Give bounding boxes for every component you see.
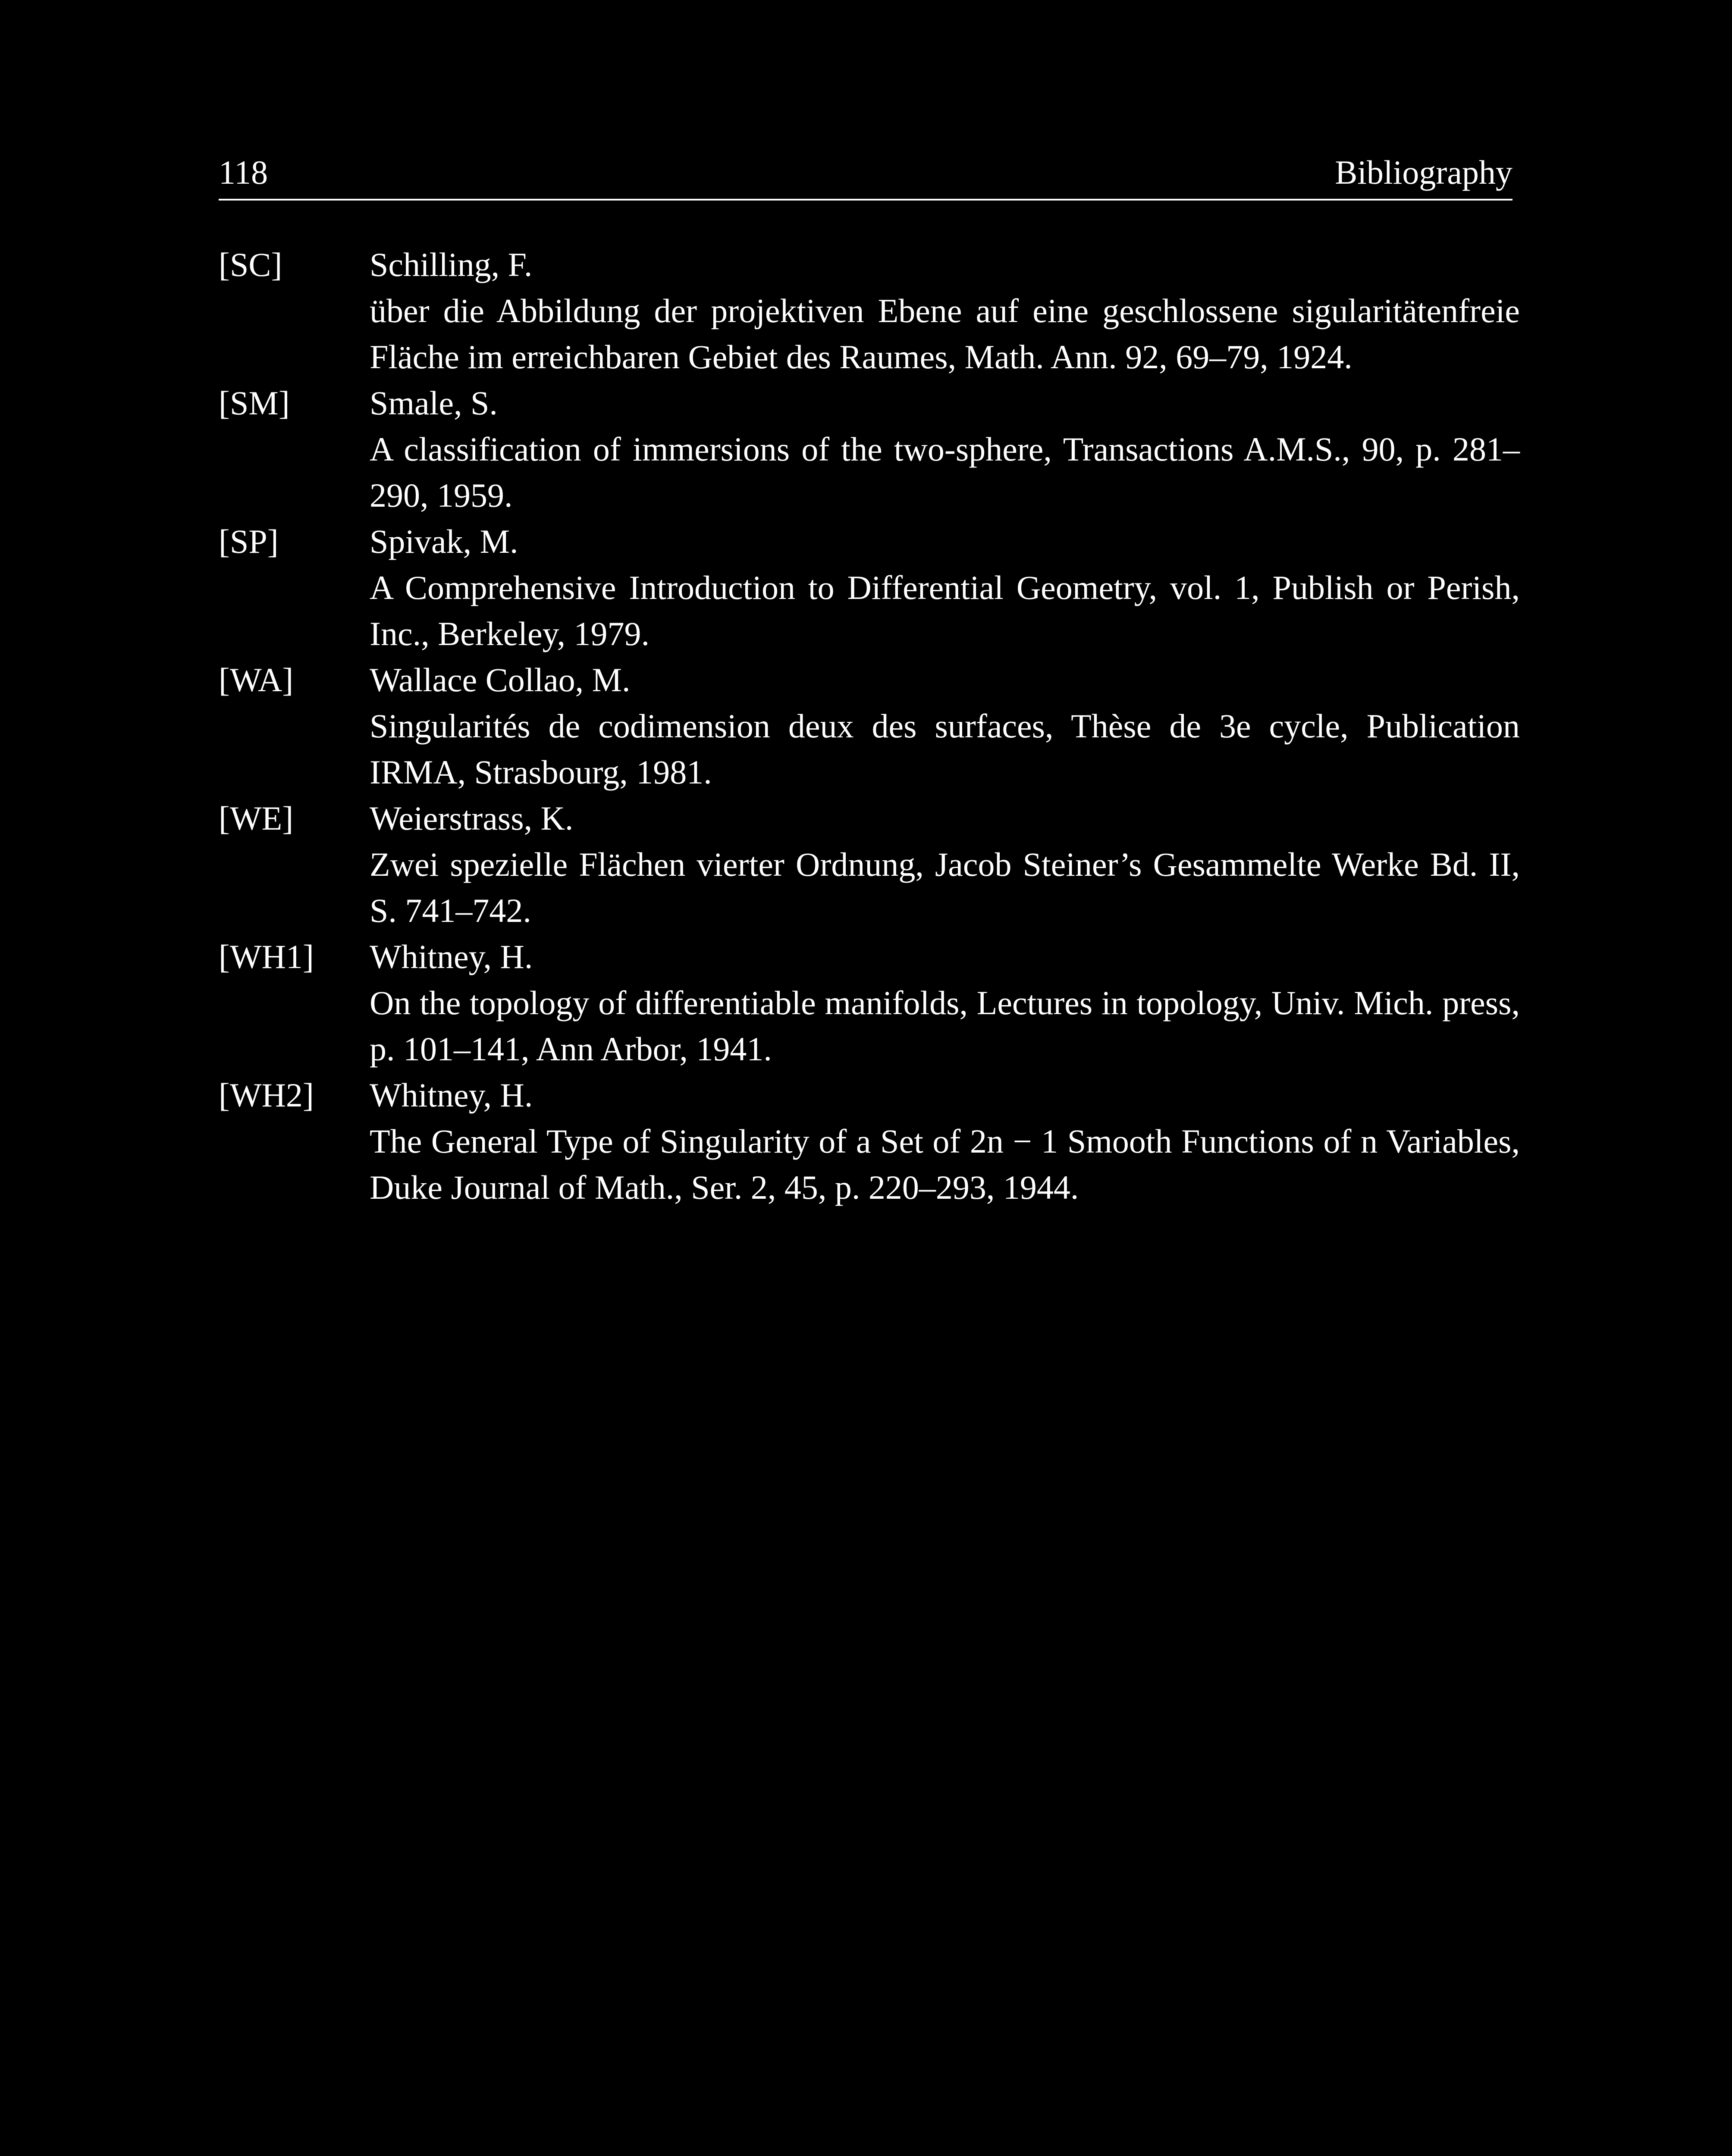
entry-text: A Comprehensive Introduction to Differential Geometry, vol. 1, Publish or Perish, Inc., Berkeley, 1979.: [370, 569, 1520, 652]
entry-author: Wallace Collao, M.: [370, 661, 631, 699]
bibliography-entry: [219, 795, 1520, 934]
bibliography-entry: [219, 934, 1520, 1072]
bibliography-entry: [219, 657, 1520, 795]
entry-body: [370, 657, 1520, 795]
bibliography-entry: [219, 380, 1520, 518]
entry-key: [WA]: [219, 661, 294, 699]
entry-body: [370, 934, 1520, 1072]
entry-author: Smale, S.: [370, 384, 498, 422]
entry-text: Zwei spezielle Flächen vierter Ordnung, Jacob Steiner’s Gesammelte Werke Bd. II, S. 741–742.: [370, 846, 1520, 929]
entry-body: [370, 380, 1520, 518]
page-header: [219, 151, 1512, 203]
running-head: Bibliography: [1335, 154, 1512, 191]
entry-text: On the topology of differentiable manifolds, Lectures in topology, Univ. Mich. press, p. 101–141, Ann Arbor, 1941.: [370, 984, 1520, 1068]
entry-key: [SP]: [219, 523, 279, 560]
entry-body: [370, 795, 1520, 934]
entry-text: über die Abbildung der projektiven Ebene auf eine geschlossene sigularitätenfreie Fläche im erreichbaren Gebiet des Raumes, Math. Ann. 92, 69–79, 1924.: [370, 292, 1520, 376]
entry-text: A classification of immersions of the two-sphere, Transactions A.M.S., 90, p. 281–290, 1959.: [370, 430, 1520, 514]
entry-key: [WH2]: [219, 1076, 314, 1114]
entry-key: [SM]: [219, 384, 290, 422]
entry-body: [370, 518, 1520, 657]
entry-author: Spivak, M.: [370, 523, 518, 560]
entry-author: Schilling, F.: [370, 246, 533, 283]
bibliography-list: [219, 241, 1520, 1210]
entry-author: Whitney, H.: [370, 1076, 533, 1114]
entry-key: [WE]: [219, 799, 294, 837]
entry-text: Singularités de codimension deux des surfaces, Thèse de 3e cycle, Publication IRMA, Strasbourg, 1981.: [370, 707, 1520, 791]
entry-author: Weierstrass, K.: [370, 799, 574, 837]
entry-key: [SC]: [219, 246, 282, 283]
page-number: 118: [219, 154, 268, 191]
entry-body: [370, 241, 1520, 380]
bibliography-entry: [219, 518, 1520, 657]
entry-key: [WH1]: [219, 938, 314, 975]
entry-text: The General Type of Singularity of a Set of 2n − 1 Smooth Functions of n Variables, Duke Journal of Math., Ser. 2, 45, p. 220–293, 1944.: [370, 1122, 1520, 1206]
bibliography-entry: [219, 1072, 1520, 1210]
bibliography-entry: [219, 241, 1520, 380]
entry-body: [370, 1072, 1520, 1210]
header-rule: [219, 199, 1512, 201]
entry-author: Whitney, H.: [370, 938, 533, 975]
